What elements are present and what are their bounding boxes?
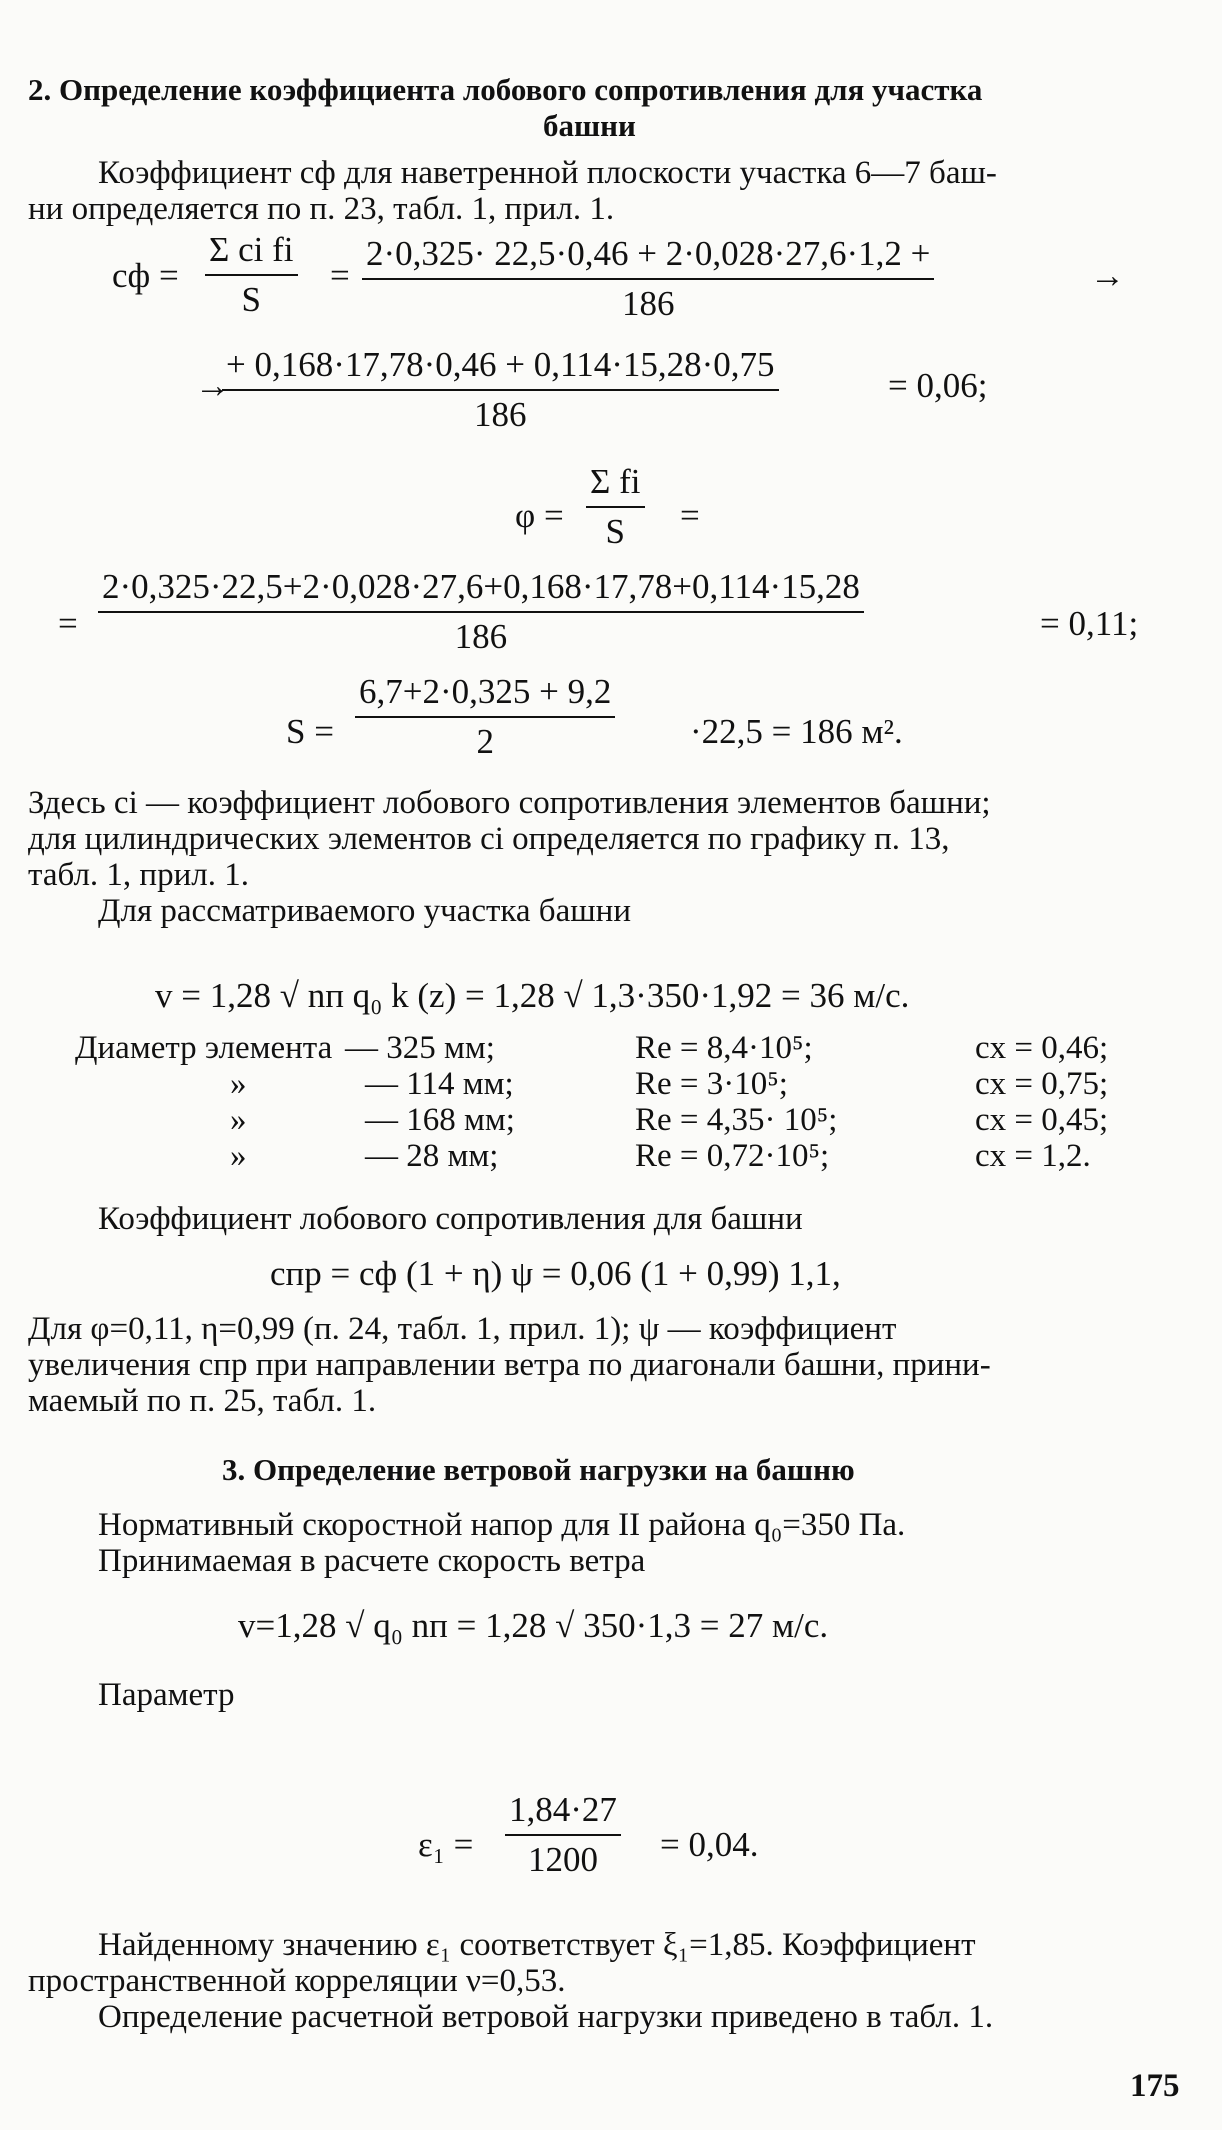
row-label: » xyxy=(230,1102,247,1138)
row-reynolds: Re = 3·10⁵; xyxy=(635,1066,788,1102)
drag-coefficient-text: Коэффициент лобового сопротивления для башни xyxy=(98,1201,803,1237)
row-diameter: — 168 мм; xyxy=(365,1102,515,1138)
parameter-label: Параметр xyxy=(98,1677,235,1713)
row-diameter: — 325 мм; xyxy=(345,1030,495,1066)
row-reynolds: Re = 4,35· 10⁵; xyxy=(635,1102,838,1138)
velocity-formula: v = 1,28 √ nп q₀ k (z) = 1,28 √ 1,3·350·1,92 = 36 м/с. xyxy=(155,976,910,1015)
cf-equals: = xyxy=(330,256,350,295)
epsilon-lhs: ε₁ = xyxy=(418,1825,474,1864)
phi-expanded-fraction xyxy=(98,567,864,657)
intro-line-1: Коэффициент cф для наветренной плоскости участка 6—7 баш- xyxy=(98,155,997,191)
found-line-1: Найденному значению ε₁ соответствует ξ₁=1,85. Коэффициент xyxy=(98,1927,976,1963)
intro-line-2: ни определяется по п. 23, табл. 1, прил. 1. xyxy=(28,191,615,227)
row-cx: cx = 1,2. xyxy=(975,1138,1091,1174)
for-phi-line-1: Для φ=0,11, η=0,99 (п. 24, табл. 1, прил. 1); ψ — коэффициент xyxy=(28,1311,897,1347)
cf-fraction-2 xyxy=(222,345,779,435)
element-row-4 xyxy=(75,1138,1175,1176)
here-line-3: табл. 1, прил. 1. xyxy=(28,857,249,893)
normative-line-1: Нормативный скоростной напор для II района q₀=350 Па. xyxy=(98,1507,906,1543)
epsilon-denominator: 1200 xyxy=(527,1840,598,1879)
here-line-1: Здесь ci — коэффициент лобового сопротивления элементов башни; xyxy=(28,785,991,821)
cf-sum-denominator: S xyxy=(241,280,261,319)
row-reynolds: Re = 8,4·10⁵; xyxy=(635,1030,813,1066)
phi-equals-2: = xyxy=(58,604,78,643)
drag-coefficient-formula: cпр = cф (1 + η) ψ = 0,06 (1 + 0,99) 1,1, xyxy=(270,1254,841,1293)
phi-numerator: Σ fi xyxy=(586,462,645,508)
for-phi-line-2: увеличения cпр при направлении ветра по диагонали башни, прини- xyxy=(28,1347,991,1383)
cf-denominator-2: 186 xyxy=(474,395,527,434)
row-label: Диаметр элемента xyxy=(75,1030,333,1066)
epsilon-numerator: 1,84·27 xyxy=(505,1790,621,1836)
cf-lhs: cф = xyxy=(112,256,179,295)
section-3-heading: 3. Определение ветровой нагрузки на башню xyxy=(222,1452,855,1487)
row-reynolds: Re = 0,72·10⁵; xyxy=(635,1138,830,1174)
row-diameter: — 28 мм; xyxy=(365,1138,499,1174)
for-section-text: Для рассматриваемого участка башни xyxy=(98,893,631,929)
element-row-1 xyxy=(75,1030,1175,1068)
row-label: » xyxy=(230,1066,247,1102)
cf-numerator-2: + 0,168·17,78·0,46 + 0,114·15,28·0,75 xyxy=(222,345,779,391)
cf-fraction-1 xyxy=(362,234,934,324)
epsilon-result: = 0,04. xyxy=(660,1825,759,1864)
row-cx: cx = 0,75; xyxy=(975,1066,1109,1102)
definition-line: Определение расчетной ветровой нагрузки приведено в табл. 1. xyxy=(98,1999,994,2035)
continuation-arrow-left: → xyxy=(195,366,230,405)
cf-sum-numerator: Σ ci fi xyxy=(205,230,298,276)
page-number: 175 xyxy=(1130,2068,1180,2104)
s-numerator: 6,7+2·0,325 + 9,2 xyxy=(355,672,615,718)
cf-denominator-1: 186 xyxy=(621,284,675,323)
row-diameter: — 114 мм; xyxy=(365,1066,514,1102)
s-lhs: S = xyxy=(286,712,334,751)
s-fraction xyxy=(355,672,615,762)
row-label: » xyxy=(230,1138,247,1174)
phi-lhs: φ = xyxy=(515,496,564,535)
s-denominator: 2 xyxy=(476,722,494,761)
section-2-heading-cont: башни xyxy=(543,108,636,143)
cf-numerator-1: 2·0,325· 22,5·0,46 + 2·0,028·27,6·1,2 + xyxy=(362,234,934,280)
phi-denominator: S xyxy=(605,512,625,551)
epsilon-fraction xyxy=(505,1790,621,1880)
phi-equals: = xyxy=(680,496,700,535)
phi-fraction xyxy=(586,462,645,552)
phi-expanded-numerator: 2·0,325·22,5+2·0,028·27,6+0,168·17,78+0,114·15,28 xyxy=(98,567,864,613)
found-line-2: пространственной корреляции ν=0,53. xyxy=(28,1963,566,1999)
element-row-3 xyxy=(75,1102,1175,1140)
for-phi-line-3: маемый по п. 25, табл. 1. xyxy=(28,1383,377,1419)
wind-speed-formula: v=1,28 √ q₀ nп = 1,28 √ 350·1,3 = 27 м/с. xyxy=(238,1606,829,1645)
section-2-heading: 2. Определение коэффициента лобового сопротивления для участка xyxy=(28,72,983,107)
s-result: ·22,5 = 186 м². xyxy=(690,712,903,751)
normative-line-2: Принимаемая в расчете скорость ветра xyxy=(98,1543,646,1579)
row-cx: cx = 0,46; xyxy=(975,1030,1109,1066)
cf-result: = 0,06; xyxy=(888,366,988,405)
element-row-2 xyxy=(75,1066,1175,1104)
row-cx: cx = 0,45; xyxy=(975,1102,1109,1138)
phi-expanded-denominator: 186 xyxy=(454,617,508,656)
here-line-2: для цилиндрических элементов ci определяется по графику п. 13, xyxy=(28,821,950,857)
continuation-arrow-right: → xyxy=(1090,256,1125,295)
phi-result: = 0,11; xyxy=(1040,604,1139,643)
cf-sum-fraction xyxy=(205,230,298,320)
